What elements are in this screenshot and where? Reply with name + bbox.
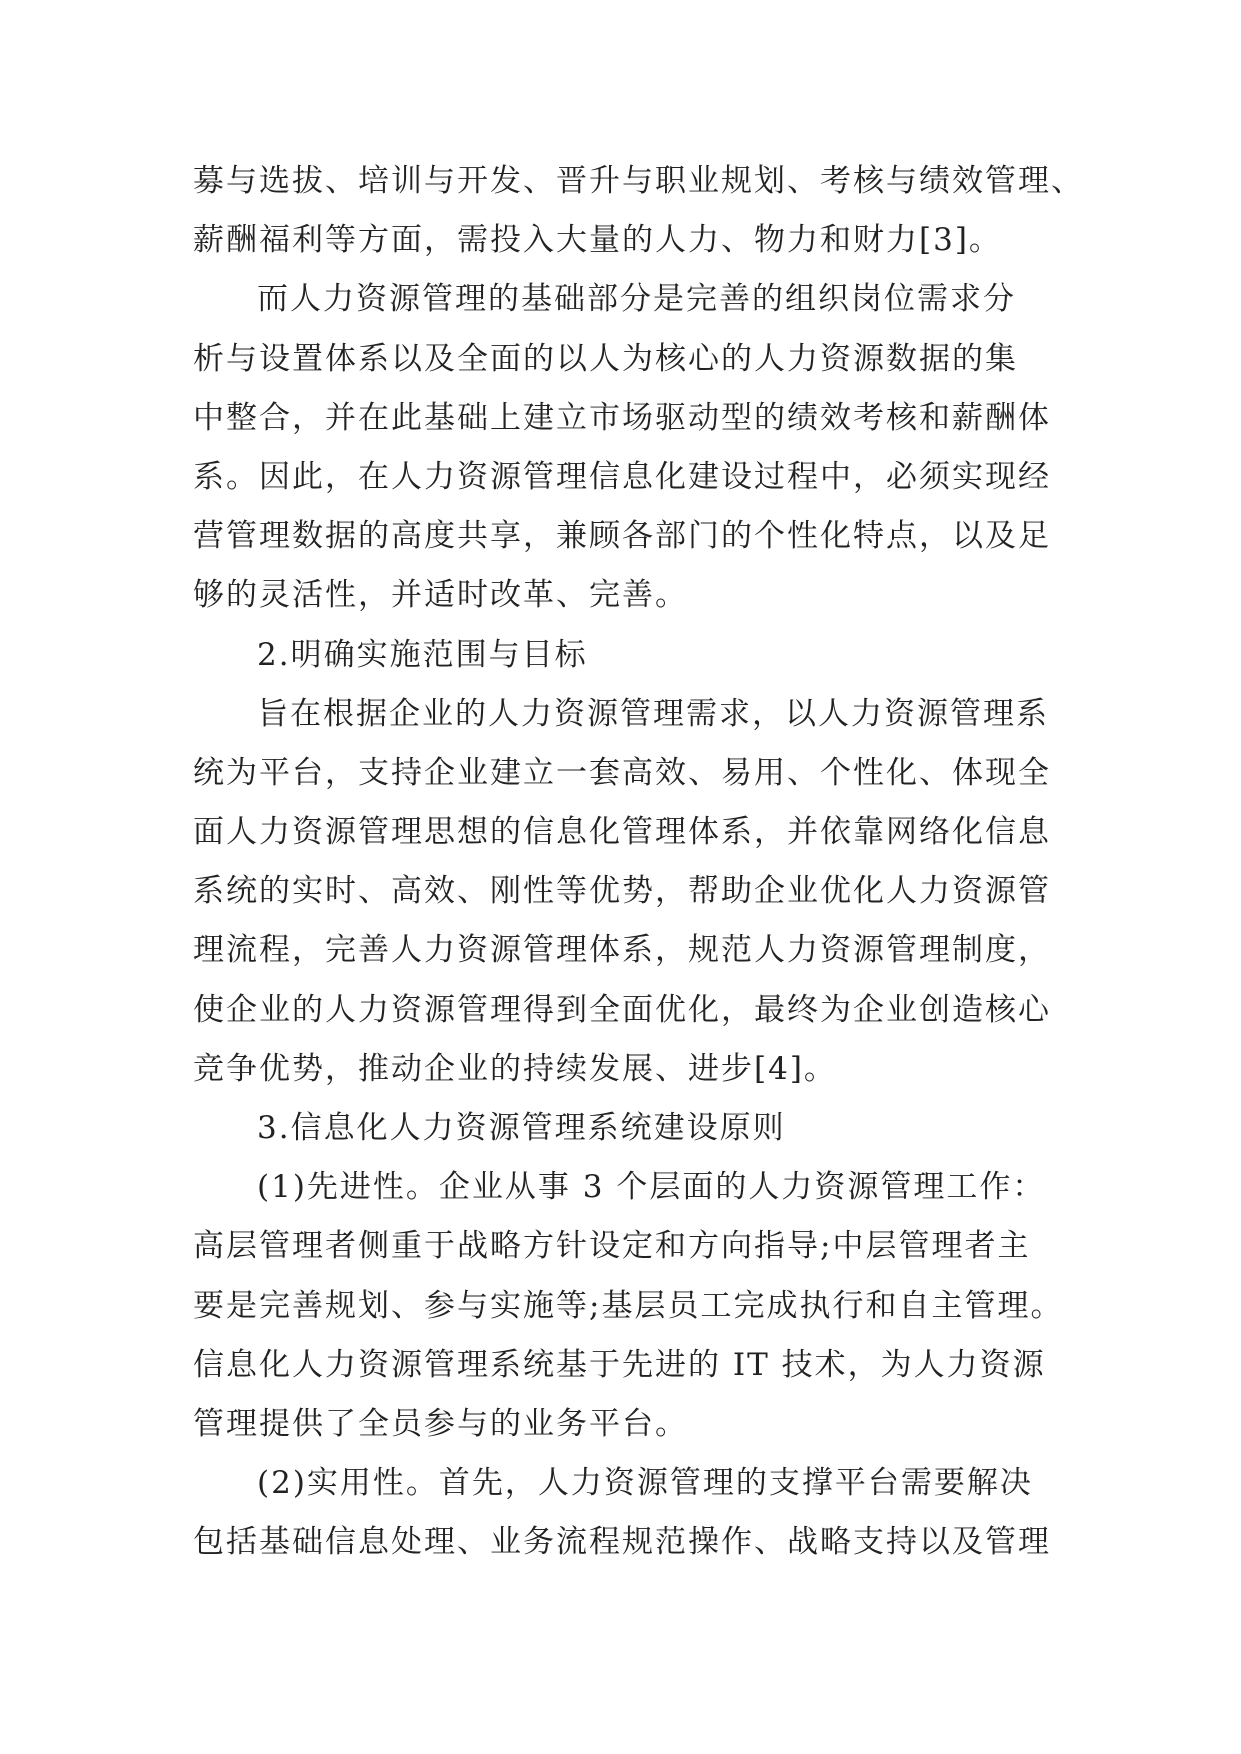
text-line: 旨在根据企业的人力资源管理需求，以人力资源管理系 [257,695,1049,732]
text-line: 使企业的人力资源管理得到全面优化，最终为企业创造核心 [193,991,1051,1028]
text-line: 薪酬福利等方面，需投入大量的人力、物力和财力[3]。 [193,222,1002,259]
text-line: 理流程，完善人力资源管理体系，规范人力资源管理制度， [193,932,1051,969]
text-line: 营管理数据的高度共享，兼顾各部门的个性化特点，以及足 [193,518,1051,555]
text-line: 统为平台，支持企业建立一套高效、易用、个性化、体现全 [193,754,1051,791]
text-line: 系。因此，在人力资源管理信息化建设过程中，必须实现经 [193,458,1051,495]
document-body-text [193,152,1084,1573]
text-line: 系统的实时、高效、刚性等优势，帮助企业优化人力资源管 [193,873,1051,910]
text-line: 要是完善规划、参与实施等;基层员工完成执行和自主管理。 [193,1287,1064,1324]
text-line: 高层管理者侧重于战略方针设定和方向指导;中层管理者主 [193,1228,1031,1265]
text-line: 包括基础信息处理、业务流程规范操作、战略支持以及管理 [193,1524,1051,1561]
text-line: (2)实用性。首先，人力资源管理的支撑平台需要解决 [257,1465,1033,1502]
text-line: 而人力资源管理的基础部分是完善的组织岗位需求分 [257,281,1016,318]
text-line: (1)先进性。企业从事 3 个层面的人力资源管理工作： [257,1169,1046,1206]
text-line: 2.明确实施范围与目标 [257,636,588,673]
text-line: 竞争优势，推动企业的持续发展、进步[4]。 [193,1050,837,1087]
text-line: 3.信息化人力资源管理系统建设原则 [257,1110,786,1146]
text-line: 析与设置体系以及全面的以人为核心的人力资源数据的集 [193,340,1018,377]
text-line: 信息化人力资源管理系统基于先进的 IT 技术，为人力资源 [193,1346,1046,1383]
text-line: 够的灵活性，并适时改革、完善。 [193,577,688,614]
text-line: 管理提供了全员参与的业务平台。 [193,1405,688,1442]
text-line: 中整合，并在此基础上建立市场驱动型的绩效考核和薪酬体 [193,399,1051,436]
text-line: 面人力资源管理思想的信息化管理体系，并依靠网络化信息 [193,814,1051,851]
text-line: 募与选拔、培训与开发、晋升与职业规划、考核与绩效管理、 [193,163,1084,199]
